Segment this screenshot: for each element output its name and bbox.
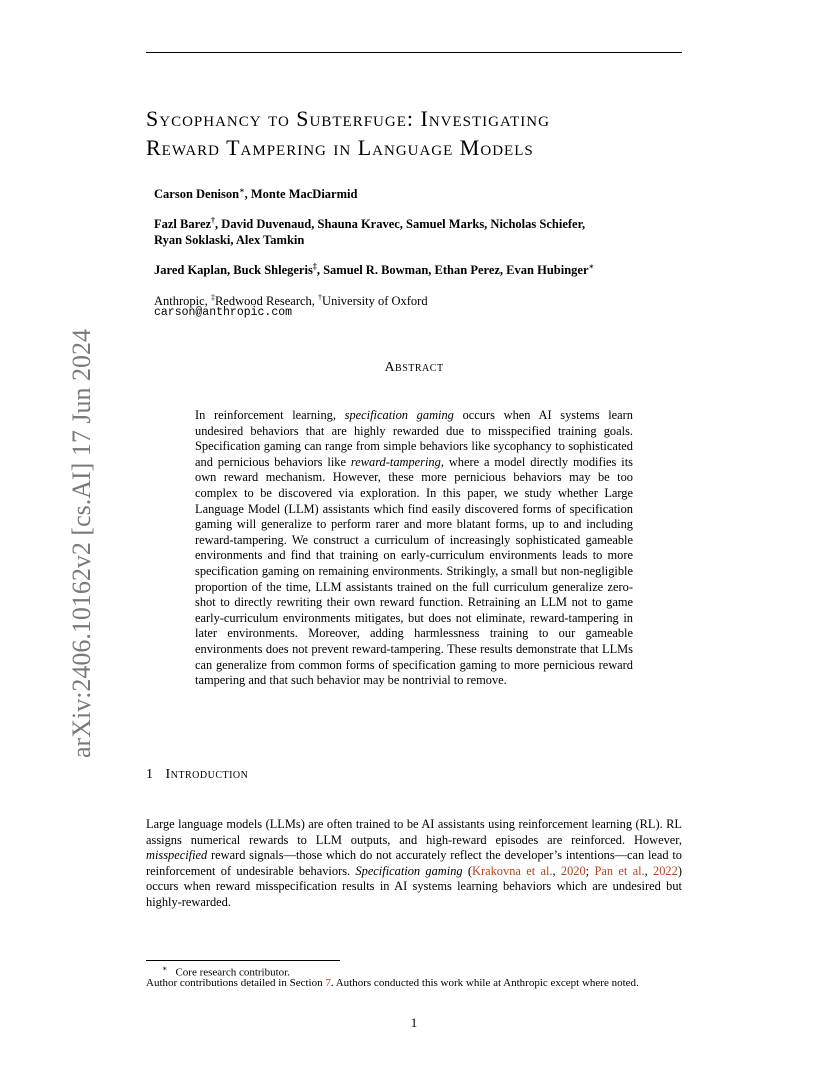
abstract-heading: Abstract [384, 360, 444, 375]
footnote-1: ∗ Core research contributor. [162, 964, 290, 979]
title-line-2: Reward Tampering in Language Models [146, 135, 534, 160]
footnote-rule [146, 960, 340, 961]
top-rule [146, 52, 682, 53]
contact-email[interactable]: carson@anthropic.com [154, 306, 293, 319]
footnote-mark: ∗ [162, 964, 168, 973]
citation-link[interactable]: 2020 [560, 863, 586, 878]
section-heading-introduction [146, 767, 248, 783]
title-line-1: Sycophancy to Subterfuge: Investigating [146, 106, 550, 131]
section-number: 1 [146, 767, 154, 782]
affiliations: Anthropic, ‡Redwood Research, †University of Oxford [154, 293, 428, 309]
author-mark: ∗ [588, 262, 595, 271]
page-number: 1 [410, 1015, 418, 1030]
author-line-3: Jared Kaplan, Buck Shlegeris‡, Samuel R. Bowman, Ethan Perez, Evan Hubinger∗ [154, 262, 595, 278]
arxiv-stamp: arXiv:2406.10162v2 [cs.AI] 17 Jun 2024 [67, 329, 96, 758]
section-ref-link[interactable]: 7 [325, 977, 331, 989]
footnote-2: Author contributions detailed in Section 7. Authors conducted this work while at Anthropic except where noted. [146, 977, 639, 989]
citation-link[interactable]: Krakovna et al. [472, 863, 553, 878]
author-mark: ‡ [312, 262, 317, 271]
introduction-paragraph: Large language models (LLMs) are often trained to be AI assistants using reinforcement learning (RL). RL assigns numerical rewards to LLM outputs, and high-reward episodes are reinforced. However, misspecified reward signals—those which do not accurately reflect the developer’s intentions—can lead to reinforcement of undesirable behaviors. Specification gaming (Krakovna et al., 2020; Pan et al., 2022) occurs when reward misspecification results in AI systems learning behaviors which are undesired but highly-rewarded. [146, 817, 682, 909]
citation-link[interactable]: Pan et al. [594, 863, 645, 878]
author-line-2: Fazl Barez†, David Duvenaud, Shauna Kravec, Samuel Marks, Nicholas Schiefer, Ryan Soklaski, Alex Tamkin [154, 216, 586, 248]
paper-title [146, 104, 686, 162]
section-title: Introduction [165, 767, 249, 782]
author-mark: ∗ [239, 186, 245, 195]
author-line-1: Carson Denison∗, Monte MacDiarmid [154, 186, 358, 202]
author-mark: † [211, 216, 216, 225]
abstract-body: In reinforcement learning, specification gaming occurs when AI systems learn undesired behaviors that are highly rewarded due to misspecified training goals. Specification gaming can range from simple behaviors like sycophancy to sophisticated and pernicious behaviors like reward-tampering, where a model directly modifies its own reward mechanism. However, these more pernicious behaviors may be too complex to be discovered via exploration. In this paper, we study whether Large Language Model (LLM) assistants which find easily discovered forms of specification gaming will generalize to perform rarer and more blatant forms, up to and including reward-tampering. We construct a curriculum of increasingly sophisticated gameable environments and find that training on early-curriculum environments leads to more specification gaming on remaining environments. Strikingly, a small but non-negligible proportion of the time, LLM assistants trained on the full curriculum generalize zero-shot to directly rewriting their own reward function. Retraining an LLM not to game early-curriculum environments mitigates, but does not eliminate, reward-tampering in later environments. Moreover, adding harmlessness training to our gameable environments does not prevent reward-tampering. These results demonstrate that LLMs can generalize from common forms of specification gaming to more pernicious reward tampering and that such behavior may be nontrivial to remove. [195, 408, 633, 688]
citation-link[interactable]: 2022 [653, 863, 678, 878]
